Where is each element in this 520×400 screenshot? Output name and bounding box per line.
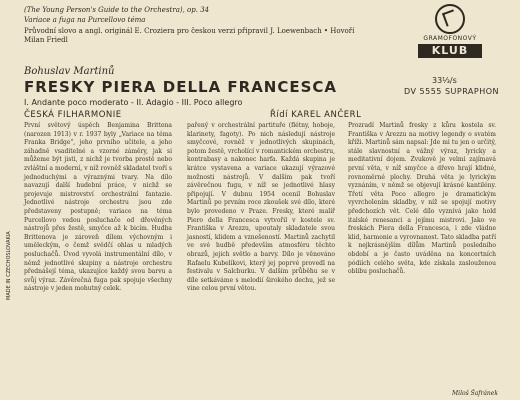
column-2-text: pařený v orchestrální partituře (flétny, hoboje, klarinety, fagoty). Po nich následují nástroje smyčcové, rovněž v jednotlivých skupinách, potom žestě, vrcholící v romantickém orchestru, kontrabasy a nakonec harfa. Každá skupina je krátce vystavena a variace ukazují výrazové možnosti nástrojů. V dalším pak tvoří závěrečnou fugu, v níž se jednotlivé hlasy připojují. V dubnu 1954 ocenil Bohuslav Martinů po prvním roce zkoušek své dílo, které bylo provedeno v Praze. Fresky, které malíř Piero della Francesca vytvořil v kostele sv. Františka v Arezzu, upoutaly skladatele svou jasností, klidem a vznešeností. Martinů zachytil ve své hudbě především atmosféru těchto obrazů, jejich světlo a barvy. Dílo je věnováno Rafaelu Kubelíkovi, který jej poprvé provedl na festivalu v Salcburku. V dalším průběhu se v díle setkáváme s melodií širokého dechu, jež se vine celou první větou. bbox=[187, 122, 335, 293]
record-speed: 33⅓/s bbox=[432, 76, 457, 85]
conductor-name: Řídí KAREL ANČERL bbox=[270, 110, 362, 120]
composer-name: Bohuslav Martinů bbox=[24, 66, 115, 77]
made-in-label: MADE IN CZECHOSLOVAKIA bbox=[6, 231, 12, 300]
header-line-3: Průvodní slovo a angl. originál E. Croziera pro českou verzi připravil J. Loewenbach • Hovoří bbox=[24, 27, 355, 35]
logo-brand: KLUB bbox=[418, 44, 482, 58]
text-column-2 bbox=[187, 122, 335, 294]
movements-list: I. Andante poco moderato - II. Adagio - III. Poco allegro bbox=[24, 98, 243, 107]
column-3-text: Prozradí Martinů fresky z kůru kostela sv. Františka v Arezzu na motivy legendy o svatém kříži. Martinů sám napsal: Jde mi tu jen o určitý, stále slavnostní a vážný výraz, lyricky a meditativní dojem. Zvukově je velmi zajímavá první věta, v níž smyčce a dřevo hrají klidné, rovnoměrné plochy. Druhá věta je lyrickým vyznáním, v němž se objevují krásné kantilény. Třetí věta Poco allegro je dramatickým vyvrcholením skladby, v níž se spojují motivy předchozích vět. Celé dílo vyznívá jako hold italské renesanci a jejímu mistrovi. Jako ve freskách Piera della Francesca, i zde vládne klid, harmonie a vyrovnanost. Tato skladba patří k nejkrásnějším dílům Martinů posledního období a je často uváděna na koncertních pódiích celého světa, kde získala zaslouženou oblibu posluchačů. bbox=[348, 122, 496, 276]
work-title: FRESKY PIERA DELLA FRANCESCA bbox=[24, 78, 338, 96]
catalog-number: DV 5555 SUPRAPHON bbox=[404, 87, 500, 96]
header-line-1: (The Young Person's Guide to the Orchestra), op. 34 bbox=[24, 6, 210, 14]
header-line-2: Variace a fuga na Purcellovo téma bbox=[24, 16, 146, 24]
column-1-text: První světový úspěch Benjamina Brittena (narozen 1913) v r. 1937 byly „Variace na téma Franka Bridge", jeho prvního učitele, a jeho záhadně vsaditelné a vzorné záměry, jak si můžeme být jisti, z nichž je tvorba prostě nebo zvláštní a moderní, v níž rovněž skladatel tvoří s jednoduchými a výraznými tvary. Na dílo navazují další hudební práce, v nichž se projevuje mistrovství orchestrální fantazie. Jednotlivé nástroje orchestru jsou zde představeny postupně; variace na téma Purcellovo vedou posluchače od dřevěných nástrojů přes žestě, smyčce až k bicím. Hudba Brittenova je zároveň dílem výchovným i uměleckým, o čemž svědčí ohlas u mladých posluchačů. Úvod vyvolá instrumentální dílo, v němž jednotlivé skupiny a nástroje orchestru přednášejí téma, ukazujíce každý svou barvu a svůj výraz. Závěrečná fuga pak spojuje všechny nástroje v jeden mohutný celek. bbox=[24, 122, 172, 293]
text-column-1 bbox=[24, 122, 172, 294]
header-line-4: Milan Friedl bbox=[24, 36, 68, 44]
author-signature: Miloš Šafránek bbox=[452, 390, 498, 397]
logo-top-text: GRAMOFONOVÝ bbox=[423, 35, 477, 42]
orchestra-name: ČESKÁ FILHARMONIE bbox=[24, 110, 122, 120]
text-column-3 bbox=[348, 122, 496, 277]
gramofonovy-klub-logo bbox=[416, 4, 484, 58]
logo-emblem-icon bbox=[435, 4, 465, 34]
